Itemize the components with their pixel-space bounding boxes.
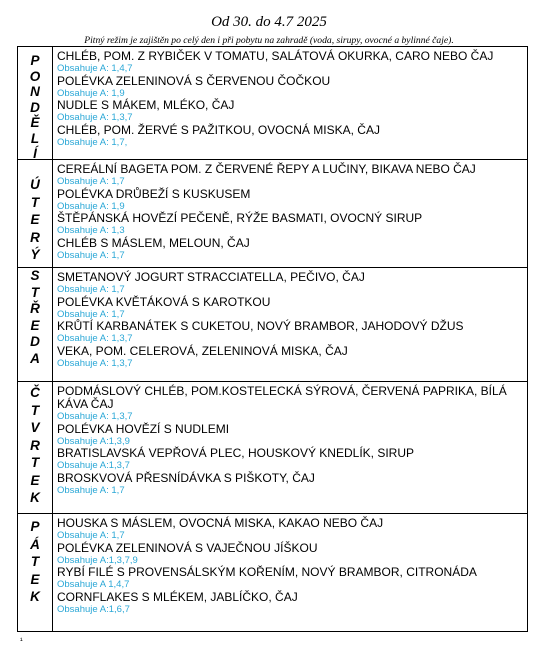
allergen-note: Obsahuje A:1,3,7 bbox=[57, 460, 130, 471]
allergen-note: Obsahuje A: 1,9 bbox=[57, 200, 125, 212]
allergen-note: Obsahuje A: 1,7 bbox=[57, 308, 125, 320]
meal-item bbox=[57, 542, 521, 567]
day-letter: Ř bbox=[30, 301, 40, 316]
day-letter: Ě bbox=[30, 115, 40, 130]
day-letter: P bbox=[30, 53, 40, 68]
day-row-thursday bbox=[18, 381, 527, 513]
meal-name: HOUSKA S MÁSLEM, OVOCNÁ MISKA, KAKAO NEBO ČAJ bbox=[57, 516, 384, 530]
day-letter: R bbox=[30, 229, 40, 245]
allergen-note: Obsahuje A 1,4,7 bbox=[57, 579, 130, 590]
meal-list-wednesday bbox=[57, 271, 521, 369]
allergen-note: Obsahuje A: 1,3,7 bbox=[57, 333, 133, 344]
meal-item bbox=[57, 237, 521, 262]
day-row-tuesday bbox=[18, 159, 527, 267]
day-letter: T bbox=[30, 455, 40, 470]
meal-name: BRATISLAVSKÁ VEPŘOVÁ PLEC, HOUSKOVÝ KNEDLÍK, SIRUP bbox=[57, 446, 414, 460]
allergen-note: Obsahuje A: 1,4,7 bbox=[57, 63, 133, 74]
day-letter: T bbox=[30, 402, 40, 418]
day-letter: Ú bbox=[30, 177, 40, 192]
day-row-wednesday bbox=[18, 267, 527, 381]
meal-name: RYBÍ FILÉ S PROVENSÁLSKÝM KOŘENÍM, NOVÝ BRAMBOR, CITRONÁDA bbox=[57, 565, 477, 579]
allergen-note: Obsahuje A: 1,9 bbox=[57, 87, 125, 99]
day-letter: T bbox=[30, 194, 40, 210]
meal-item bbox=[57, 423, 521, 448]
meal-item bbox=[57, 345, 521, 370]
day-letter: Ý bbox=[30, 247, 40, 262]
meal-item bbox=[57, 385, 521, 423]
day-letter: E bbox=[30, 571, 40, 587]
allergen-note: Obsahuje A:1,6,7 bbox=[57, 603, 130, 615]
day-name-wednesday bbox=[18, 268, 52, 367]
meal-item bbox=[57, 447, 521, 472]
day-letter: V bbox=[30, 420, 40, 435]
meal-item bbox=[57, 99, 521, 124]
allergen-note: Obsahuje A:1,3,7,9 bbox=[57, 554, 138, 566]
meal-name: PODMÁSLOVÝ CHLÉB, POM.KOSTELECKÁ SÝROVÁ, ČERVENÁ PAPRIKA, BÍLÁ KÁVA ČAJ bbox=[57, 384, 507, 411]
day-letter: A bbox=[30, 350, 40, 366]
meal-name: POLÉVKA ZELENINOVÁ S ČERVENOU ČOČKOU bbox=[57, 73, 331, 88]
day-row-friday bbox=[18, 513, 527, 631]
meal-name: CHLÉB, POM. Z RYBIČEK V TOMATU, SALÁTOVÁ OKURKA, CARO NEBO ČAJ bbox=[57, 49, 494, 63]
allergen-note: Obsahuje A: 1,3,7 bbox=[57, 411, 133, 422]
allergen-note: Obsahuje A: 1,3 bbox=[57, 225, 125, 236]
meal-name: CEREÁLNÍ BAGETA POM. Z ČERVENÉ ŘEPY A LUČINY, BIKAVA NEBO ČAJ bbox=[57, 162, 476, 176]
allergen-note: Obsahuje A: 1,7 bbox=[57, 530, 125, 541]
meal-name: BROSKVOVÁ PŘESNÍDÁVKA S PIŠKOTY, ČAJ bbox=[57, 470, 315, 485]
page-title: Od 30. do 4.7 2025 bbox=[211, 14, 327, 30]
meal-name: NUDLE S MÁKEM, MLÉKO, ČAJ bbox=[57, 98, 235, 112]
day-name-thursday bbox=[18, 384, 52, 507]
day-letter: R bbox=[30, 437, 40, 453]
meal-item bbox=[57, 212, 521, 237]
allergen-note: Obsahuje A: 1,3,7 bbox=[57, 112, 133, 123]
day-letter: T bbox=[30, 554, 40, 569]
meal-name: POLÉVKA DRŮBEŽÍ S KUSKUSEM bbox=[57, 186, 251, 201]
meal-item bbox=[57, 566, 521, 591]
meal-name: POLÉVKA HOVĚZÍ S NUDLEMI bbox=[57, 421, 230, 436]
day-letter: E bbox=[30, 212, 40, 227]
allergen-note: Obsahuje A: 1,7 bbox=[57, 249, 125, 261]
meal-item bbox=[57, 591, 521, 616]
day-letter: Í bbox=[33, 146, 37, 161]
day-letter: O bbox=[29, 68, 41, 84]
meal-list-thursday bbox=[57, 385, 521, 496]
meal-item bbox=[57, 50, 521, 75]
meal-name: KRŮTÍ KARBANÁTEK S CUKETOU, NOVÝ BRAMBOR, JAHODOVÝ DŽUS bbox=[57, 319, 464, 333]
day-name-tuesday bbox=[18, 176, 52, 264]
meal-name: POLÉVKA KVĚTÁKOVÁ S KAROTKOU bbox=[57, 294, 271, 309]
meal-item bbox=[57, 75, 521, 100]
meal-item bbox=[57, 296, 521, 321]
allergen-note: Obsahuje A:1,3,9 bbox=[57, 435, 130, 447]
weekly-menu-table bbox=[17, 46, 528, 632]
meal-item bbox=[57, 320, 521, 345]
day-letter: K bbox=[30, 589, 40, 604]
day-row-monday bbox=[18, 47, 527, 159]
day-letter: Á bbox=[30, 536, 40, 552]
allergen-note: Obsahuje A: 1,7 bbox=[57, 176, 125, 187]
day-letter: S bbox=[30, 268, 40, 283]
allergen-note: Obsahuje A: 1,3,7 bbox=[57, 357, 133, 369]
day-letter: E bbox=[30, 317, 40, 333]
meal-name: SMETANOVÝ JOGURT STRACCIATELLA, PEČIVO, ČAJ bbox=[57, 270, 365, 284]
allergen-note: Obsahuje A: 1,7, bbox=[57, 136, 128, 148]
meal-name: CORNFLAKES S MLÉKEM, JABLÍČKO, ČAJ bbox=[57, 589, 298, 604]
day-letter: D bbox=[30, 99, 40, 115]
day-name-friday bbox=[18, 518, 52, 606]
meal-item bbox=[57, 163, 521, 188]
day-letter: T bbox=[30, 284, 40, 300]
meal-name: CHLÉB S MÁSLEM, MELOUN, ČAJ bbox=[57, 235, 250, 250]
meal-item bbox=[57, 472, 521, 497]
meal-list-tuesday bbox=[57, 163, 521, 261]
allergen-note: Obsahuje A: 1,7 bbox=[57, 284, 125, 295]
meal-list-monday bbox=[57, 50, 521, 148]
allergen-note: Obsahuje A: 1,7 bbox=[57, 484, 125, 496]
day-name-monday bbox=[18, 53, 52, 162]
meal-item bbox=[57, 124, 521, 149]
meal-item bbox=[57, 271, 521, 296]
day-letter: D bbox=[30, 334, 40, 349]
meal-name: CHLÉB, POM. ŽERVÉ S PAŽITKOU, OVOCNÁ MISKA, ČAJ bbox=[57, 122, 380, 137]
footer-mark: ¹ bbox=[20, 636, 23, 645]
day-letter: Č bbox=[30, 385, 40, 400]
day-letter: P bbox=[30, 519, 40, 534]
day-letter: E bbox=[30, 472, 40, 488]
meal-name: POLÉVKA ZELENINOVÁ S VAJEČNOU JÍŠKOU bbox=[57, 540, 318, 555]
meal-name: ŠTĚPÁNSKÁ HOVĚZÍ PEČENĚ, RÝŽE BASMATI, OVOCNÝ SIRUP bbox=[57, 211, 423, 225]
day-letter: K bbox=[30, 490, 40, 505]
day-letter: N bbox=[30, 84, 40, 99]
day-letter: L bbox=[30, 130, 40, 146]
meal-item bbox=[57, 188, 521, 213]
meal-name: VEKA, POM. CELEROVÁ, ZELENINOVÁ MISKA, ČAJ bbox=[57, 343, 348, 358]
meal-list-friday bbox=[57, 517, 521, 615]
meal-item bbox=[57, 517, 521, 542]
drinking-regime-note: Pitný režim je zajištěn po celý den i při pobytu na zahradě (voda, sirupy, ovocné a bylinné čaje). bbox=[84, 35, 454, 46]
